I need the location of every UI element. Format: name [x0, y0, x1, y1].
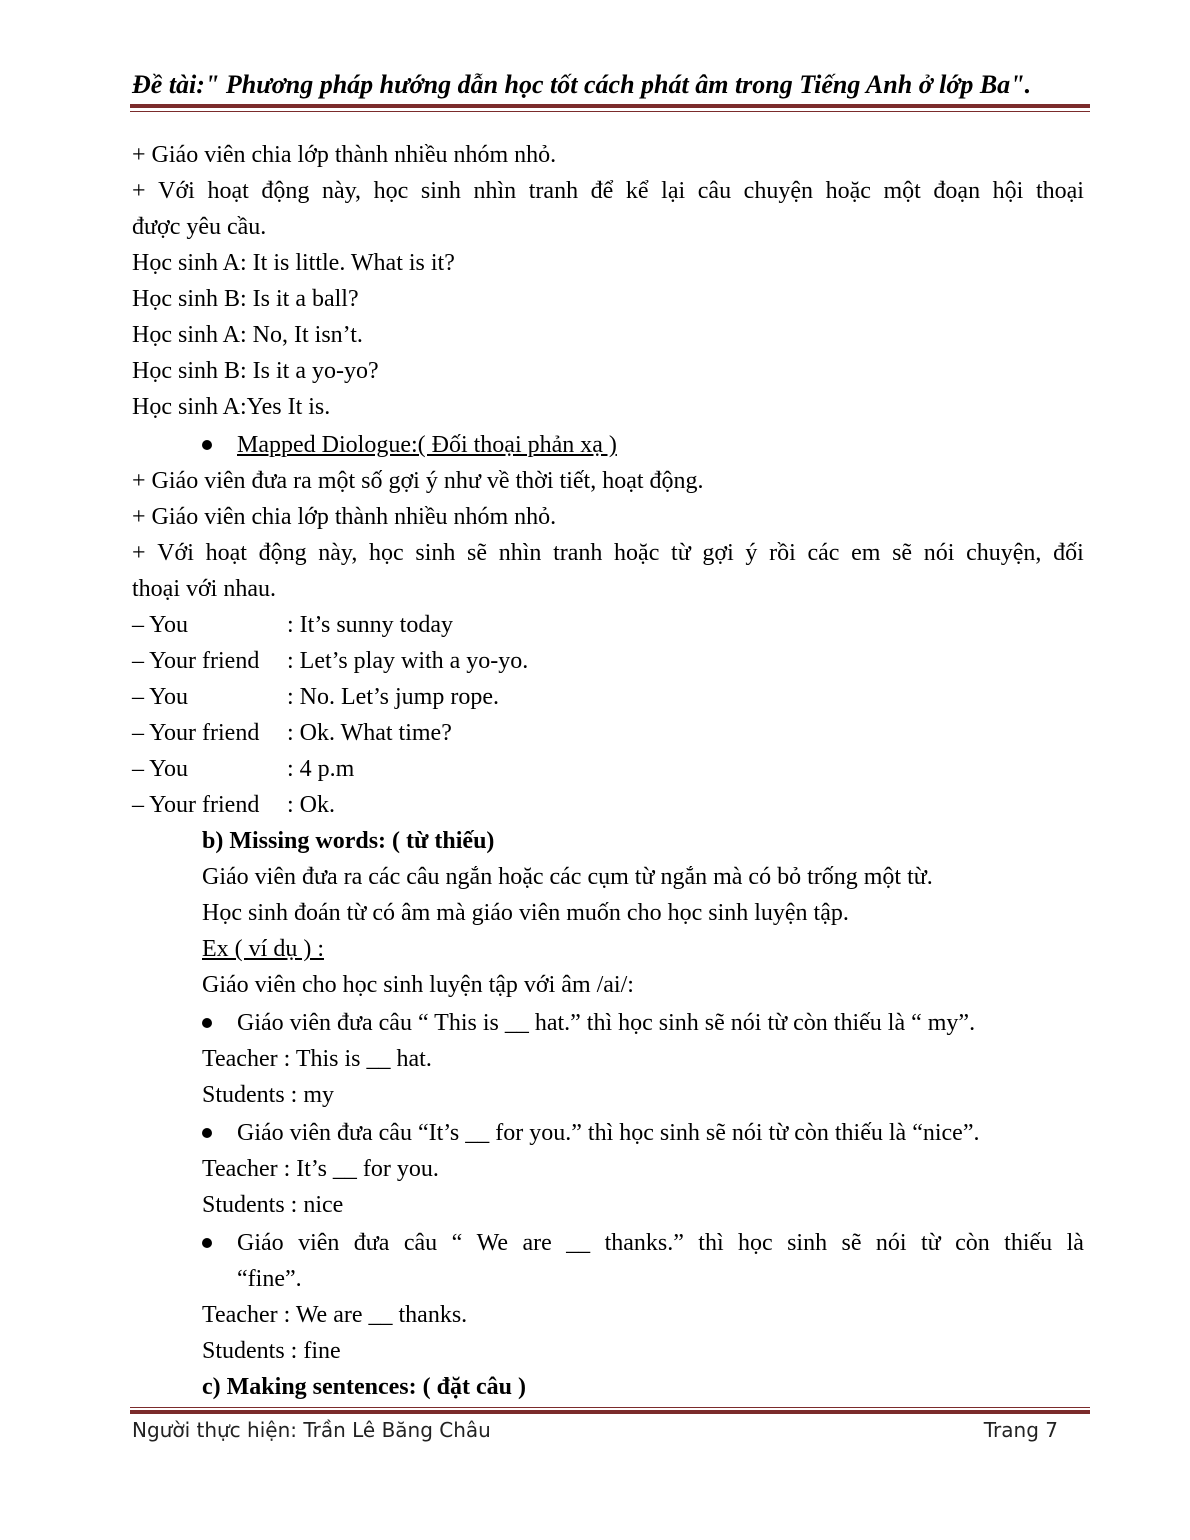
word: ý: [745, 540, 758, 566]
footer-page-number: Trang 7: [983, 1418, 1058, 1442]
word: động: [258, 540, 307, 566]
word: thoại: [1035, 178, 1084, 204]
dialog2-line: – You : No. Let’s jump rope.: [132, 684, 499, 710]
word: tranh: [528, 178, 579, 204]
word: hoặc: [825, 178, 871, 204]
word: đối: [1053, 540, 1084, 566]
paragraph-justified: [132, 538, 1084, 568]
word: câu: [403, 1230, 438, 1256]
example-label: Ex ( ví dụ ) :: [202, 936, 324, 962]
word: một: [883, 178, 921, 204]
header-rule-thick: [130, 104, 1090, 108]
word: từ: [671, 540, 691, 566]
word: hoặc: [614, 540, 660, 566]
word: sẽ: [467, 540, 488, 566]
bullet-dot: [202, 1238, 212, 1248]
word: này,: [318, 540, 358, 566]
student-line: Students : nice: [202, 1192, 344, 1218]
word: lại: [661, 178, 686, 204]
teacher-line: Teacher : It’s __ for you.: [202, 1156, 439, 1182]
word: còn: [955, 1230, 990, 1256]
dialog-line: Học sinh A:Yes It is.: [132, 394, 331, 420]
paragraph: Giáo viên đưa ra các câu ngắn hoặc các cụm từ ngắn mà có bỏ trống một từ.: [202, 864, 933, 890]
word: chuyện: [743, 178, 813, 204]
footer-rule-thin: [130, 1407, 1090, 1408]
paragraph: + Giáo viên đưa ra một số gợi ý như về thời tiết, hoạt động.: [132, 468, 704, 494]
paragraph: + Giáo viên chia lớp thành nhiều nhóm nhỏ.: [132, 504, 557, 530]
word: nhìn: [473, 178, 517, 204]
word: We: [476, 1230, 509, 1256]
word: sinh: [415, 540, 456, 566]
word: viên: [298, 1230, 340, 1256]
word: này,: [321, 178, 362, 204]
dialog2-line: – Your friend : Ok. What time?: [132, 720, 452, 746]
word: học: [738, 1230, 773, 1256]
bullet-item: Giáo viên đưa câu “It’s __ for you.” thì học sinh sẽ nói từ còn thiếu là “nice”.: [237, 1120, 980, 1146]
section-c-heading: c) Making sentences: ( đặt câu ): [202, 1374, 526, 1400]
dialog-line: Học sinh B: Is it a yo-yo?: [132, 358, 379, 384]
word: nói: [923, 540, 955, 566]
student-line: Students : my: [202, 1082, 335, 1108]
word: câu: [697, 178, 732, 204]
word: hội: [992, 178, 1024, 204]
paragraph: thoại với nhau.: [132, 576, 276, 602]
word: đoạn: [933, 178, 981, 204]
paragraph-justified: [132, 176, 1084, 206]
section-b-heading: b) Missing words: ( từ thiếu): [202, 828, 495, 854]
word: thì: [698, 1230, 724, 1256]
word: Giáo: [237, 1230, 284, 1256]
dialog-line: Học sinh B: Is it a ball?: [132, 286, 359, 312]
header-rule-thin: [130, 111, 1090, 112]
word: Với: [158, 178, 195, 204]
bullet-item: Giáo viên đưa câu “ This is __ hat.” thì học sinh sẽ nói từ còn thiếu là “ my”.: [237, 1010, 976, 1036]
word: are: [522, 1230, 552, 1256]
page-header-title: Đề tài:" Phương pháp hướng dẫn học tốt cách phát âm trong Tiếng Anh ở lớp Ba".: [132, 70, 1032, 99]
paragraph: Học sinh đoán từ có âm mà giáo viên muốn cho học sinh luyện tập.: [202, 900, 849, 926]
paragraph: + Giáo viên chia lớp thành nhiều nhóm nhỏ.: [132, 142, 557, 168]
dialog-line: Học sinh A: It is little. What is it?: [132, 250, 455, 276]
dialog-line: Học sinh A: No, It isn’t.: [132, 322, 363, 348]
word: Với: [157, 540, 194, 566]
word: đưa: [353, 1230, 390, 1256]
word: hoạt: [207, 178, 249, 204]
word: sẽ: [892, 540, 913, 566]
word: “: [451, 1230, 463, 1256]
word: chuyện,: [966, 540, 1042, 566]
word: nhìn: [498, 540, 542, 566]
dialog2-line: – Your friend : Ok.: [132, 792, 336, 818]
teacher-line: Teacher : This is __ hat.: [202, 1046, 432, 1072]
paragraph: Giáo viên cho học sinh luyện tập với âm /ai/:: [202, 972, 634, 998]
word: em: [851, 540, 881, 566]
dialog2-line: – You : 4 p.m: [132, 756, 355, 782]
word: nói: [875, 1230, 907, 1256]
student-line: Students : fine: [202, 1338, 341, 1364]
word: để: [590, 178, 614, 204]
word: sẽ: [841, 1230, 862, 1256]
paragraph: được yêu cầu.: [132, 214, 267, 240]
dialog2-line: – Your friend : Let’s play with a yo-yo.: [132, 648, 529, 674]
word: sinh: [787, 1230, 828, 1256]
word: là: [1066, 1230, 1084, 1256]
dialog2-line: – You : It’s sunny today: [132, 612, 453, 638]
bullet-item-justified: [237, 1228, 1084, 1258]
word: __: [566, 1230, 591, 1256]
footer-rule-thick: [130, 1410, 1090, 1414]
word: học: [373, 178, 409, 204]
word: kể: [625, 178, 649, 204]
bullet-item-end: “fine”.: [237, 1266, 302, 1292]
word: các: [807, 540, 840, 566]
mapped-dialogue-heading: Mapped Diologue:( Đối thoại phản xạ ): [237, 432, 617, 458]
bullet-dot: [202, 440, 212, 450]
word: học: [369, 540, 404, 566]
word: tranh: [553, 540, 603, 566]
word: +: [132, 540, 146, 566]
teacher-line: Teacher : We are __ thanks.: [202, 1302, 468, 1328]
word: +: [132, 178, 146, 204]
bullet-dot: [202, 1018, 212, 1028]
word: hoạt: [205, 540, 247, 566]
word: từ: [921, 1230, 941, 1256]
footer-author: Người thực hiện: Trần Lê Băng Châu: [132, 1418, 491, 1442]
word: thiếu: [1004, 1230, 1053, 1256]
word: thanks.”: [604, 1230, 684, 1256]
word: sinh: [420, 178, 461, 204]
word: gợi: [702, 540, 734, 566]
bullet-dot: [202, 1128, 212, 1138]
word: động: [261, 178, 310, 204]
word: rồi: [769, 540, 796, 566]
